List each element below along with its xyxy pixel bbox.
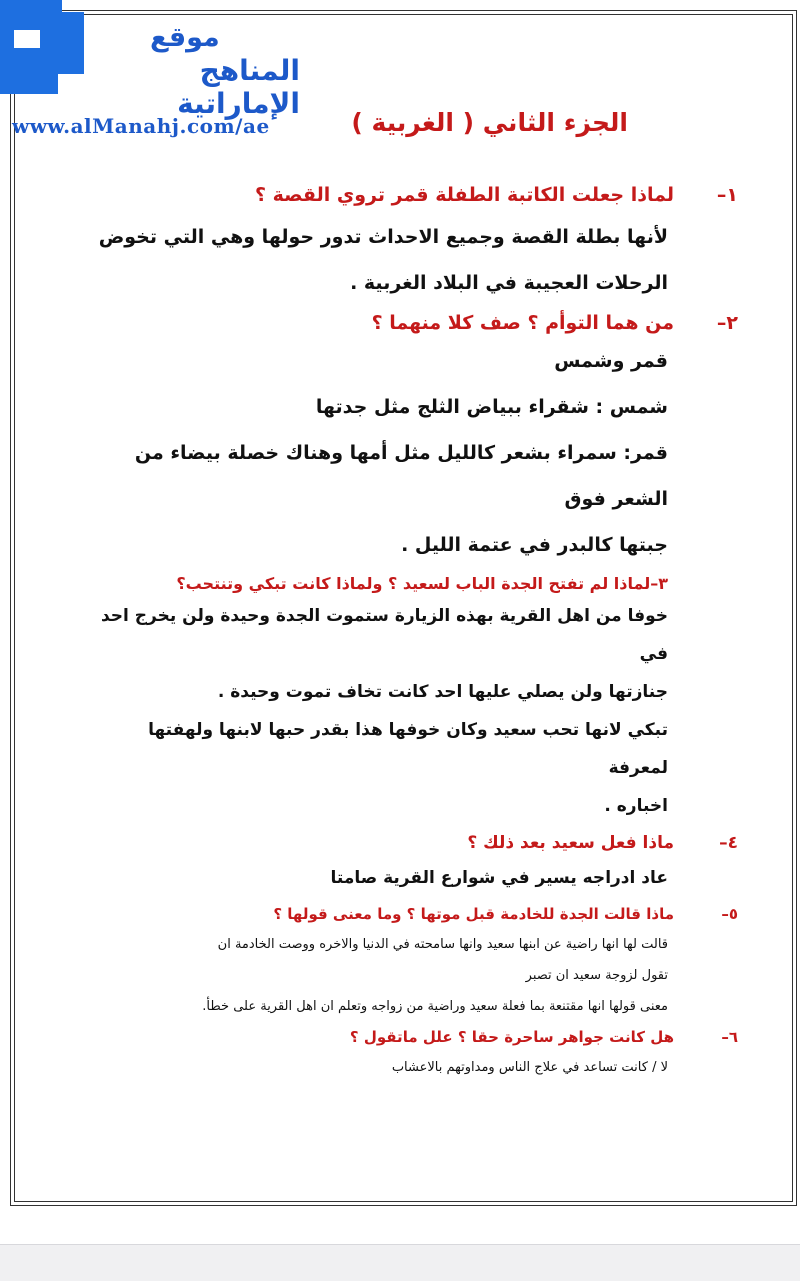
question-number: ٦– [721,1028,738,1046]
answer-line: شمس : شقراء ببياض الثلج مثل جدتها [315,396,668,418]
question-text: لماذا جعلت الكاتبة الطفلة قمر تروي القصة ؟ [255,184,674,206]
answer-line: قمر وشمس [554,350,668,372]
question-heading [88,312,738,334]
answer-text [88,214,738,306]
questions-content [88,176,738,1083]
answer-line: اخباره . [604,796,668,816]
answer-text [88,859,738,897]
answer-text [88,1052,738,1083]
question-heading [88,833,738,853]
answer-text [30,929,738,1022]
logo-cutout [14,30,40,48]
question-text: من هما التوأم ؟ صف كلا منهما ؟ [371,312,674,334]
question-block [88,184,738,306]
viewer-bottom-bar [0,1244,800,1281]
question-number: ٥– [721,905,738,923]
question-text: هل كانت جواهر ساحرة حقا ؟ علل ماتقول ؟ [349,1028,674,1046]
logo-word-site: موقع [150,22,220,53]
answer-line: خوفا من اهل القرية بهذه الزيارة ستموت الجدة وحيدة ولن يخرج احد في [100,606,668,664]
question-block [88,574,738,825]
answer-line: معنى قولها انها مقتنعة بما فعلة سعيد وراضية من زواجه وتعلم ان اهل القرية على خطأ. [202,999,668,1014]
site-logo[interactable] [0,0,300,150]
answer-text [88,338,738,568]
question-heading [88,1028,738,1046]
logo-url[interactable]: www.alManahj.com/ae [12,114,270,138]
question-heading [88,574,738,593]
logo-word-name: المناهج الإماراتية [177,54,300,120]
answer-line: تقول لزوجة سعيد ان تصبر [525,968,668,983]
answer-line: قمر: سمراء بشعر كالليل مثل أمها وهناك خصلة بيضاء من الشعر فوق [134,442,668,510]
answer-line: تبكي لانها تحب سعيد وكان خوفها هذا بقدر حبها لابنها ولهفتها لمعرفة [148,720,668,778]
question-number: ٢– [716,312,738,334]
answer-line: لا / كانت تساعد في علاج الناس ومداوتهم بالاعشاب [391,1060,668,1075]
question-text: لماذا لم تفتح الجدة الباب لسعيد ؟ ولماذا كانت تبكي وتنتحب؟ [176,574,651,593]
question-heading [88,184,738,206]
answer-line: لأنها بطلة القصة وجميع الاحداث تدور حولها وهي التي تخوض [98,226,668,248]
question-text: ماذا فعل سعيد بعد ذلك ؟ [467,833,674,853]
question-text: ماذا قالت الجدة للخادمة قبل موتها ؟ وما معنى قولها ؟ [273,905,674,923]
page-title: الجزء الثاني ( الغربية ) [351,108,628,137]
answer-line: جبتها كالبدر في عتمة الليل . [401,534,668,556]
question-block [88,833,738,897]
answer-text [88,597,738,825]
question-number: ٣– [650,574,668,593]
answer-line: جنازتها ولن يصلي عليها احد كانت تخاف تموت وحيدة . [217,682,668,702]
question-block [88,312,738,568]
question-block [88,1028,738,1083]
answer-line: قالت لها انها راضية عن ابنها سعيد وانها سامحته في الدنيا والاخره ووصت الخادمة ان [217,937,668,952]
question-number: ٤– [719,833,738,853]
question-heading [88,905,738,923]
question-block [88,905,738,1022]
answer-line: الرحلات العجيبة في البلاد الغربية . [350,272,668,294]
question-number: ١– [716,184,738,206]
answer-line: عاد ادراجه يسير في شوارع القرية صامتا [330,868,668,888]
